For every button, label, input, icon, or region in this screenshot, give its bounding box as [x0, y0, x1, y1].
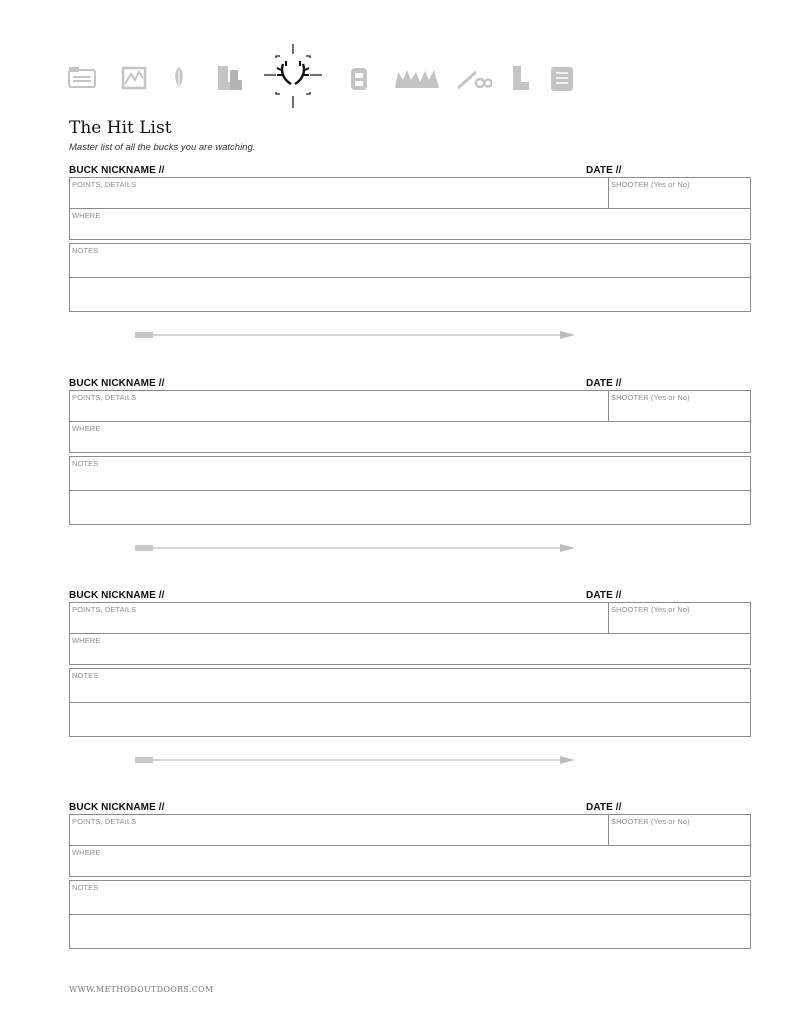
- footer-url: WWW.METHODOUTDOORS.COM: [69, 985, 214, 994]
- shooter-label: SHOOTER (Yes or No): [611, 817, 690, 826]
- where-field[interactable]: [69, 633, 751, 665]
- notebook-icon: [549, 65, 575, 93]
- notes-field[interactable]: [69, 880, 751, 949]
- where-label: WHERE: [72, 424, 101, 433]
- shooter-field[interactable]: [608, 815, 751, 845]
- points-details-field[interactable]: [69, 814, 751, 846]
- notes-divider: [70, 914, 750, 915]
- shooter-label: SHOOTER (Yes or No): [611, 180, 690, 189]
- notes-field[interactable]: [69, 243, 751, 312]
- page-subtitle: Master list of all the bucks you are watching.: [69, 142, 256, 153]
- where-label: WHERE: [72, 848, 101, 857]
- folder-icon: [68, 66, 96, 88]
- points-details-label: POINTS, DETAILS: [72, 180, 137, 189]
- buck-nickname-label: BUCK NICKNAME //: [69, 590, 165, 601]
- deer-herd-icon: [394, 66, 440, 90]
- shooter-field[interactable]: [608, 603, 751, 633]
- date-label: DATE //: [586, 378, 622, 389]
- date-label: DATE //: [586, 165, 622, 176]
- notes-divider: [70, 277, 750, 278]
- shooter-label: SHOOTER (Yes or No): [611, 393, 690, 402]
- date-label: DATE //: [586, 802, 622, 813]
- where-field[interactable]: [69, 845, 751, 877]
- boot-icon: [509, 64, 531, 92]
- boots-icon: [214, 64, 244, 92]
- shooter-field[interactable]: [608, 178, 751, 208]
- points-details-field[interactable]: [69, 177, 751, 209]
- notes-divider: [70, 490, 750, 491]
- points-details-label: POINTS, DETAILS: [72, 817, 137, 826]
- date-label: DATE //: [586, 590, 622, 601]
- shooter-field[interactable]: [608, 391, 751, 421]
- where-label: WHERE: [72, 211, 101, 220]
- notes-label: NOTES: [72, 671, 99, 680]
- buck-nickname-label: BUCK NICKNAME //: [69, 378, 165, 389]
- tree-stand-icon: [349, 66, 369, 92]
- rifle-icon: [456, 68, 492, 90]
- where-field[interactable]: [69, 208, 751, 240]
- feather-icon: [172, 66, 186, 90]
- notes-label: NOTES: [72, 883, 99, 892]
- notes-label: NOTES: [72, 246, 99, 255]
- notes-divider: [70, 702, 750, 703]
- buck-nickname-label: BUCK NICKNAME //: [69, 165, 165, 176]
- where-field[interactable]: [69, 421, 751, 453]
- buck-nickname-label: BUCK NICKNAME //: [69, 802, 165, 813]
- points-details-field[interactable]: [69, 602, 751, 634]
- map-icon: [121, 66, 147, 90]
- arrow-divider: [135, 755, 575, 765]
- notes-field[interactable]: [69, 456, 751, 525]
- arrow-divider: [135, 330, 575, 340]
- notes-label: NOTES: [72, 459, 99, 468]
- icon-bar: [68, 44, 588, 110]
- page-title: The Hit List: [69, 118, 172, 138]
- where-label: WHERE: [72, 636, 101, 645]
- points-details-label: POINTS, DETAILS: [72, 393, 137, 402]
- notes-field[interactable]: [69, 668, 751, 737]
- antlers-scope-icon: [264, 44, 322, 108]
- arrow-divider: [135, 543, 575, 553]
- shooter-label: SHOOTER (Yes or No): [611, 605, 690, 614]
- points-details-label: POINTS, DETAILS: [72, 605, 137, 614]
- points-details-field[interactable]: [69, 390, 751, 422]
